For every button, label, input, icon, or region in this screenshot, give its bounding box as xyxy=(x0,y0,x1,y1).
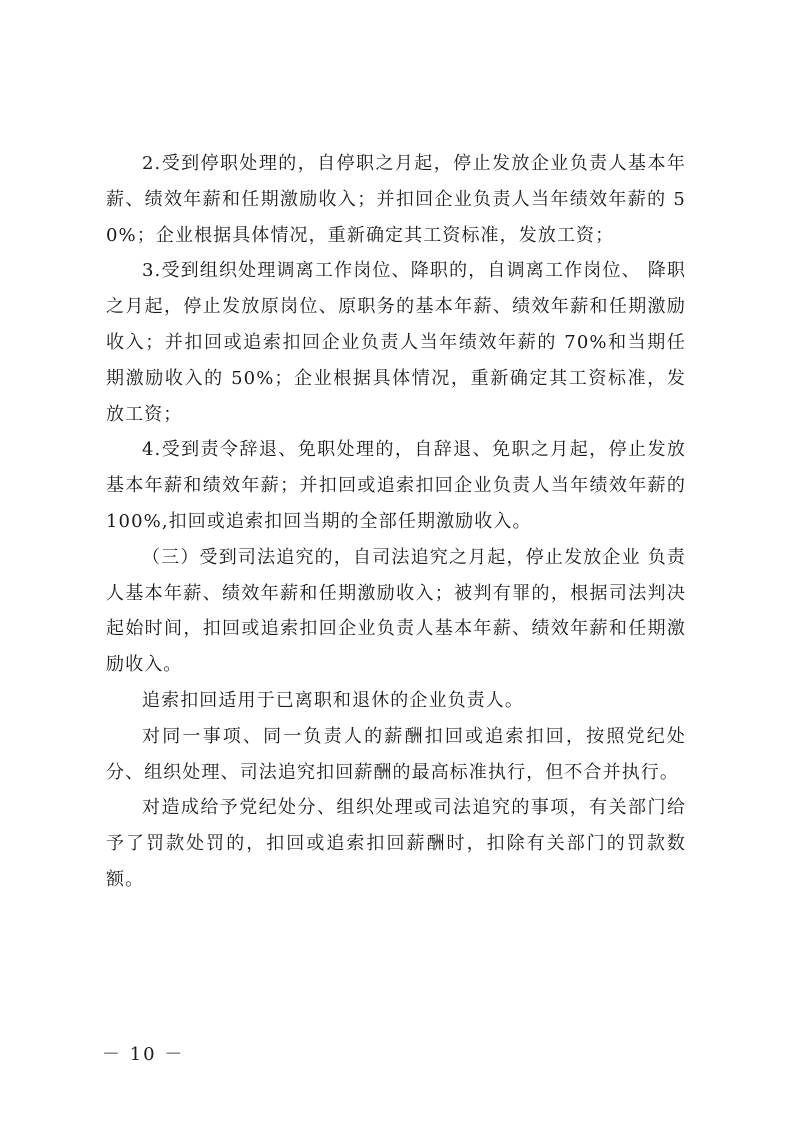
paragraph-highest-standard: 对同一事项、同一负责人的薪酬扣回或追索扣回，按照党纪处分、组织处理、司法追究扣回薪酬的最高标准执行，但不合并执行。 xyxy=(106,725,686,783)
paragraph-fine-deduction: 对造成给予党纪处分、组织处理或司法追究的事项，有关部门给予了罚款处罚的，扣回或追索扣回薪酬时，扣除有关部门的罚款数额。 xyxy=(106,797,686,890)
paragraph-judicial: （三）受到司法追究的，自司法追究之月起，停止发放企业 负责人基本年薪、绩效年薪和任期激励收入；被判有罪的，根据司法判决起始时间，扣回或追索扣回企业负责人基本年薪、绩效年薪和任期激励收入。 xyxy=(106,546,686,676)
paragraph-transfer-demotion: 3.受到组织处理调离工作岗位、降职的，自调离工作岗位、 降职之月起，停止发放原岗位、原职务的基本年薪、绩效年薪和任期激励收入；并扣回或追索扣回企业负责人当年绩效年薪的 70%和当期任期激励收入的 50%；企业根据具体情况，重新确定其工资标准，发放工资； xyxy=(106,260,686,425)
paragraph-dismissal: 4.受到责令辞退、免职处理的，自辞退、免职之月起，停止发放基本年薪和绩效年薪；并扣回或追索扣回企业负责人当年绩效年薪的 100%,扣回或追索扣回当期的全部任期激励收入。 xyxy=(106,439,686,532)
page-number: － 10 － xyxy=(102,1044,185,1065)
document-body xyxy=(106,146,686,898)
paragraph-retired-scope: 追索扣回适用于已离职和退休的企业负责人。 xyxy=(142,689,524,711)
paragraph-suspension: 2.受到停职处理的，自停职之月起，停止发放企业负责人基本年薪、绩效年薪和任期激励收入；并扣回企业负责人当年绩效年薪的 50%；企业根据具体情况，重新确定其工资标准，发放工资； xyxy=(106,153,686,246)
